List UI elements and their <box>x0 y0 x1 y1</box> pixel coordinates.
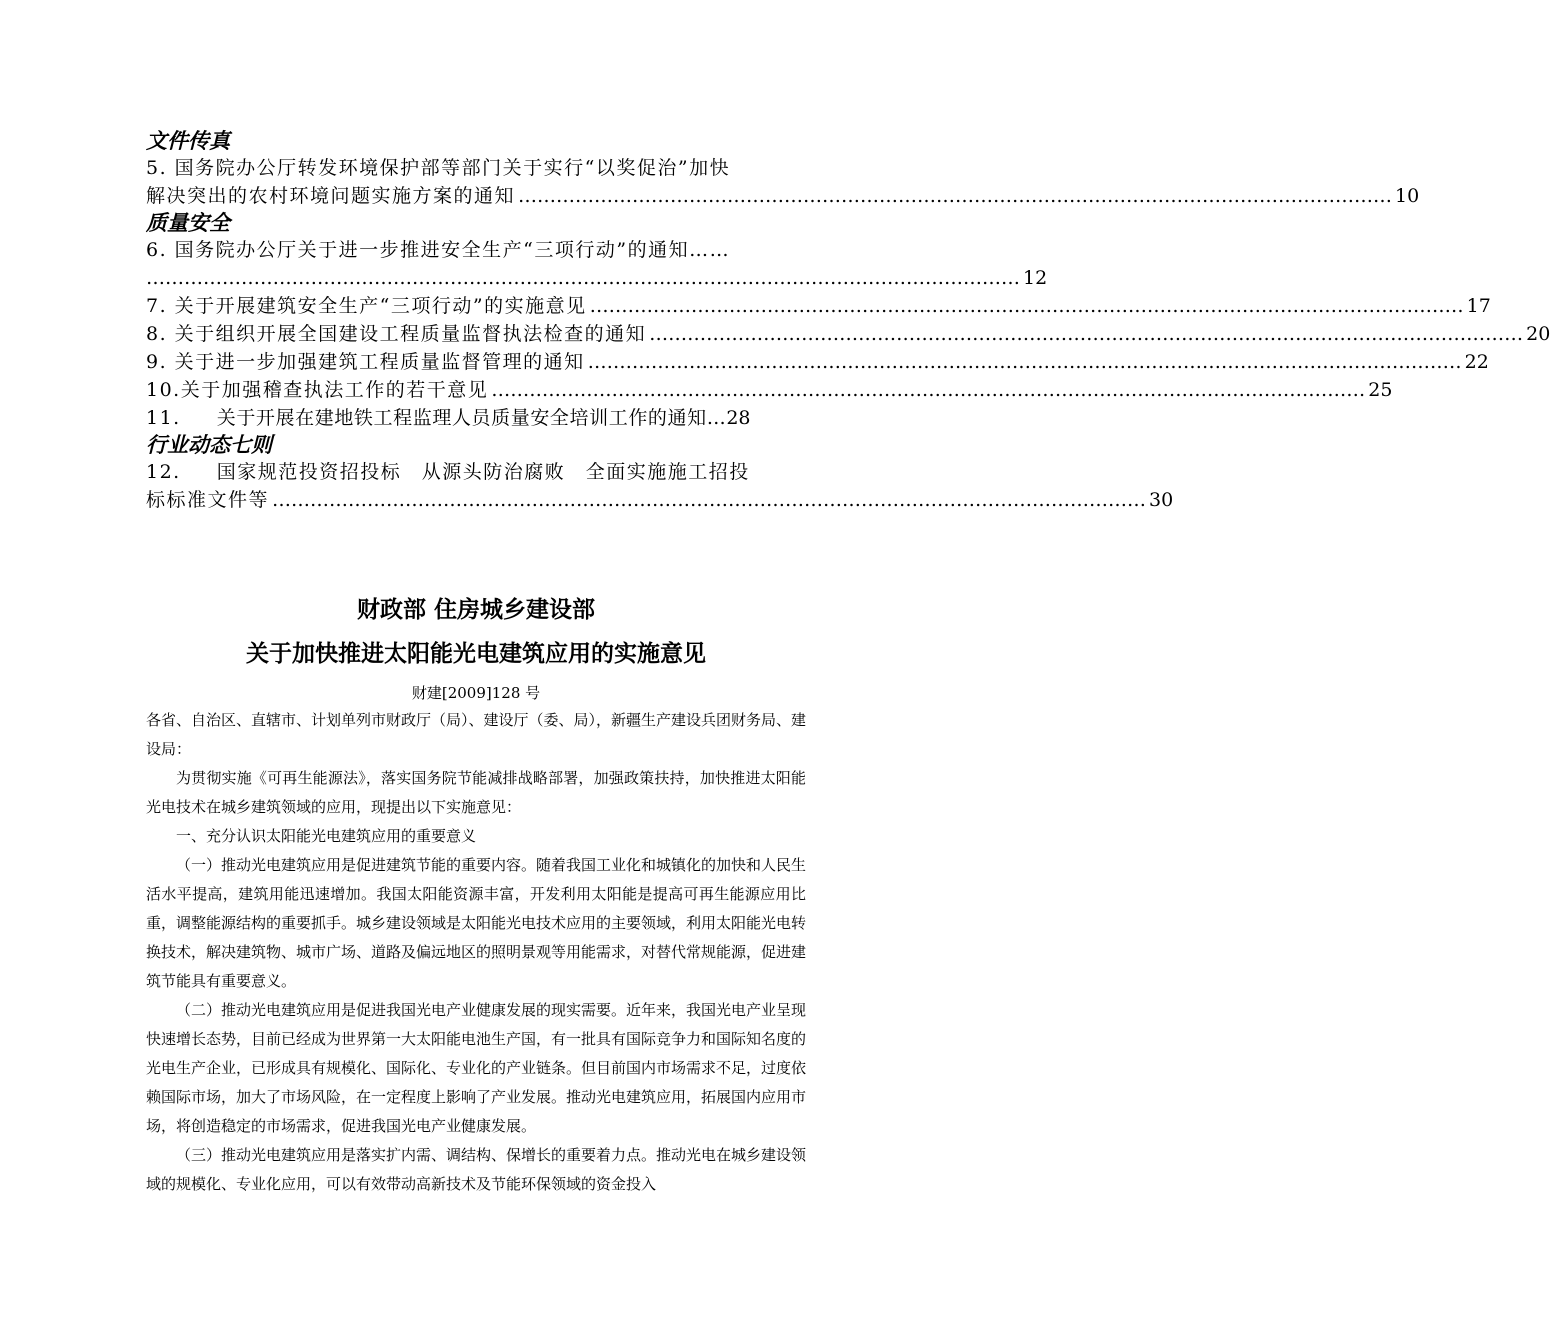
section-heading: 一、充分认识太阳能光电建筑应用的重要意义 <box>176 827 477 845</box>
paragraph: （三）推动光电建筑应用是落实扩内需、调结构、保增长的重要着力点。推动光电在城乡建设领域的规模化、专业化应用，可以有效带动高新技术及节能环保领域的资金投入 <box>146 1146 807 1193</box>
toc-entry-line: 8. 关于组织开展全国建设工程质量监督执法检查的通知 <box>146 323 647 345</box>
toc-entry-10[interactable] <box>146 376 1393 404</box>
toc-page-number: 25 <box>1368 379 1393 401</box>
dot-leader: ………………………………………………………………………………………………………………………… <box>589 295 1464 317</box>
toc-page-number: 30 <box>1149 489 1174 511</box>
toc-entry-line: 9. 关于进一步加强建筑工程质量监督管理的通知 <box>146 351 585 373</box>
toc-page-number: 12 <box>1023 267 1048 289</box>
toc-entry-7[interactable] <box>146 292 1491 320</box>
toc-entry-line: 6. 国务院办公厅关于进一步推进安全生产“三项行动”的通知…… <box>146 239 731 261</box>
document-issuer: 财政部 住房城乡建设部 <box>356 597 595 623</box>
toc-entry-9[interactable] <box>146 348 1489 376</box>
toc-entry-line: 5. 国务院办公厅转发环境保护部等部门关于实行“以奖促治”加快 <box>146 157 731 179</box>
toc-entry-number: 10. <box>146 379 181 401</box>
paragraph: （一）推动光电建筑应用是促进建筑节能的重要内容。随着我国工业化和城镇化的加快和人民生活水平提高，建筑用能迅速增加。我国太阳能资源丰富，开发利用太阳能是提高可再生能源应用比重，调整能源结构的重要抓手。城乡建设领域是太阳能光电技术应用的主要领域，利用太阳能光电转换技术，解决建筑物、城市广场、道路及偏远地区的照明景观等用能需求，对替代常规能源，促进建筑节能具有重要意义。 <box>146 856 807 990</box>
toc-page-number: 20 <box>1526 323 1550 345</box>
toc-entry-12[interactable] <box>146 458 1174 514</box>
paragraph: 为贯彻实施《可再生能源法》，落实国务院节能减排战略部署，加强政策扶持，加快推进太阳能光电技术在城乡建筑领域的应用，现提出以下实施意见： <box>146 769 806 816</box>
document-number: 财建[2009]128 号 <box>411 684 541 702</box>
toc-page-number: 17 <box>1466 295 1491 317</box>
dot-leader: ………………………………………………………………………………………………………………………… <box>146 267 1020 289</box>
toc-page-number: 22 <box>1464 351 1489 373</box>
toc-entry-line: 关于开展在建地铁工程监理人员质量安全培训工作的通知… <box>216 407 727 429</box>
toc-entry-number: 11. <box>146 407 181 429</box>
toc-entry-line: 解决突出的农村环境问题实施方案的通知 <box>146 185 516 207</box>
toc-entry-line: 关于加强稽查执法工作的若干意见 <box>180 379 489 401</box>
dot-leader: ………………………………………………………………………………………………………………………… <box>587 351 1462 373</box>
toc-entry-6[interactable] <box>146 236 1048 292</box>
toc-entry-number: 12. <box>146 461 181 483</box>
toc-section-title: 行业动态七则 <box>146 433 272 457</box>
dot-leader: ………………………………………………………………………………………………………………………… <box>518 185 1393 207</box>
document-title: 关于加快推进太阳能光电建筑应用的实施意见 <box>246 641 706 667</box>
table-of-contents <box>146 128 1550 514</box>
toc-page-number: 28 <box>726 407 751 429</box>
paragraph: （二）推动光电建筑应用是促进我国光电产业健康发展的现实需要。近年来，我国光电产业呈现快速增长态势，目前已经成为世界第一大太阳能电池生产国，有一批具有国际竞争力和国际知名度的光电生产企业，已形成具有规模化、国际化、专业化的产业链条。但目前国内市场需求不足，过度依赖国际市场，加大了市场风险，在一定程度上影响了产业发展。推动光电建筑应用，拓展国内应用市场，将创造稳定的市场需求，促进我国光电产业健康发展。 <box>146 1001 807 1135</box>
toc-entry-8[interactable] <box>146 320 1550 348</box>
dot-leader: ………………………………………………………………………………………………………………………… <box>272 489 1147 511</box>
toc-entry-5[interactable] <box>146 154 1420 210</box>
toc-entry-line: 7. 关于开展建筑安全生产“三项行动”的实施意见 <box>146 295 587 317</box>
toc-entry-line: 标标准文件等 <box>146 489 270 511</box>
dot-leader: ………………………………………………………………………………………………………………………… <box>491 379 1366 401</box>
dot-leader: ………………………………………………………………………………………………………………………… <box>649 323 1524 345</box>
toc-page-number: 10 <box>1395 185 1420 207</box>
addressee: 各省、自治区、直辖市、计划单列市财政厅（局）、建设厅（委、局），新疆生产建设兵团财务局、建设局： <box>146 711 807 758</box>
toc-entry-line: 国家规范投资招投标 从源头防治腐败 全面实施施工招投 <box>216 461 750 483</box>
toc-section-title: 质量安全 <box>146 211 230 235</box>
toc-section-title: 文件传真 <box>146 129 230 153</box>
document-body <box>146 590 806 1199</box>
toc-entry-11[interactable] <box>146 404 816 432</box>
